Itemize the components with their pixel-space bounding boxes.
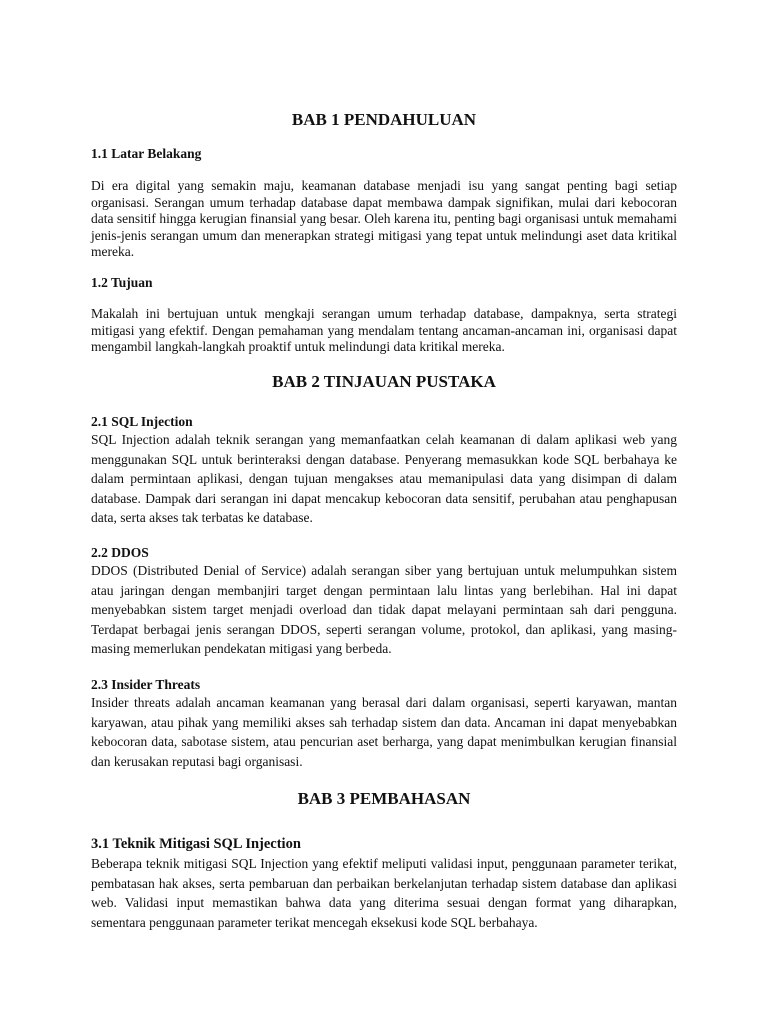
section-title-2-2: 2.2 DDOS (91, 545, 149, 560)
paragraph-latar-belakang: Di era digital yang semakin maju, keamanan database menjadi isu yang sangat penting bagi setiap organisasi. Serangan umum terhadap database dapat membawa dampak signifikan, mulai dari kebocoran data sensitif hingga kerugian finansial yang besar. Oleh karena itu, penting bagi organisasi untuk memahami jenis-jenis serangan umum dan menerapkan strategi mitigasi yang tepat untuk melindungi aset data kritikal mereka. (91, 178, 677, 259)
section-title-2-3: 2.3 Insider Threats (91, 677, 201, 692)
paragraph-sql-injection: SQL Injection adalah teknik serangan yang memanfaatkan celah keamanan di dalam aplikasi web yang menggunakan SQL untuk berinteraksi dengan database. Penyerang memasukkan kode SQL berbahaya ke dalam permintaan aplikasi, dengan tujuan mengakses atau memanipulasi data yang disimpan di dalam database. Dampak dari serangan ini dapat mencakup kebocoran data sensitif, perubahan atau penghapusan data, serta akses tak terbatas ke database. (91, 432, 677, 525)
chapter-title-bab-2: BAB 2 TINJAUAN PUSTAKA (272, 372, 496, 391)
section-title-1-2: 1.2 Tujuan (91, 275, 153, 290)
section-title-1-1: 1.1 Latar Belakang (91, 146, 202, 161)
chapter-title-bab-3: BAB 3 PEMBAHASAN (297, 789, 471, 808)
section-title-2-1: 2.1 SQL Injection (91, 414, 193, 429)
paragraph-mitigasi-sql-injection: Beberapa teknik mitigasi SQL Injection yang efektif meliputi validasi input, penggunaan parameter terikat, pembatasan hak akses, serta pembaruan dan perbaikan berkelanjutan terhadap sistem database dan aplikasi web. Validasi input memastikan bahwa data yang diterima sesuai dengan format yang diharapkan, sementara penggunaan parameter terikat mencegah eksekusi kode SQL berbahaya. (91, 856, 677, 930)
section-title-3-1: 3.1 Teknik Mitigasi SQL Injection (91, 836, 301, 852)
chapter-title-bab-1: BAB 1 PENDAHULUAN (291, 110, 477, 129)
paragraph-ddos: DDOS (Distributed Denial of Service) adalah serangan siber yang bertujuan untuk melumpuhkan sistem atau jaringan dengan membanjiri target dengan permintaan lalu lintas yang berlebihan. Hal ini dapat menyebabkan sistem target menjadi overload dan tidak dapat melayani permintaan sah dari pengguna. Terdapat berbagai jenis serangan DDOS, seperti serangan volume, protokol, dan aplikasi, yang masing-masing memerlukan pendekatan mitigasi yang berbeda. (91, 563, 677, 656)
paragraph-insider-threats: Insider threats adalah ancaman keamanan yang berasal dari dalam organisasi, seperti karyawan, mantan karyawan, atau pihak yang memiliki akses sah terhadap sistem dan data. Ancaman ini dapat menyebabkan kebocoran data, sabotase sistem, atau pencurian aset berharga, yang dapat menimbulkan kerugian finansial dan kerusakan reputasi bagi organisasi. (91, 695, 677, 769)
paragraph-tujuan: Makalah ini bertujuan untuk mengkaji serangan umum terhadap database, dampaknya, serta strategi mitigasi yang efektif. Dengan pemahaman yang mendalam tentang ancaman-ancaman ini, organisasi dapat mengambil langkah-langkah proaktif untuk melindungi data kritikal mereka. (91, 306, 677, 354)
